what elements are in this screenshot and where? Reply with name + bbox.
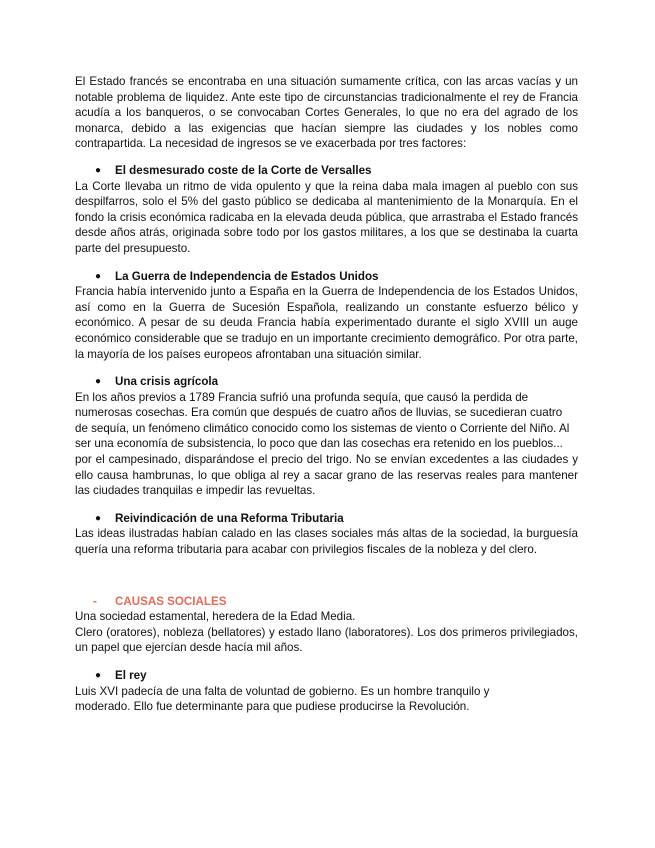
section-body: En los años previos a 1789 Francia sufrió una profunda sequía, que causó la perdida de numerosas cosechas. Era común que después de cuatro años de lluvias, se sucedieran cuatro de sequía, un fenómeno climático conocido como los sistemas de viento o Corriente del Niño. Al ser una economía de subsistencia, lo poco que dan las cosechas era retenido en los pueblos... [75, 390, 570, 451]
dash-bullet-icon: - [93, 594, 97, 608]
section-heading [75, 269, 578, 285]
rey-line-1: Luis XVI padecía de una falta de voluntad de gobierno. Es un hombre tranquilo y [75, 684, 490, 698]
bullet-icon: ● [95, 270, 102, 282]
section-heading [75, 374, 578, 390]
bullet-icon: ● [95, 164, 102, 176]
section-el-rey [75, 668, 578, 715]
heading-text: El rey [115, 669, 147, 682]
spacer [75, 570, 578, 594]
bullet-icon: ● [95, 376, 102, 388]
intro-paragraph: El Estado francés se encontraba en una situación sumamente crítica, con las arcas vacías y un notable problema de liquidez. Ante este tipo de circunstancias tradicionalmente el rey de Francia acudía a los banqueros, o se convocaban Cortes Generales, lo que no era del agrado de los monarca, debido a las exigencias que hacían siempre las ciudades y los nobles como contrapartida. La necesidad de ingresos se ve exacerbada por tres factores: [75, 75, 578, 151]
section-reforma-tributaria [75, 511, 578, 558]
bullet-icon: ● [95, 512, 102, 524]
section-causas-sociales [75, 594, 578, 656]
heading-text: CAUSAS SOCIALES [115, 594, 227, 608]
section-crisis-agricola [75, 374, 578, 499]
section-body-continued: por el campesinado, disparándose el precio del trigo. No se envían excedentes a las ciudades y ello causa hambrunas, lo que obliga al rey a sacar grano de las reservas reales para mantener las ciudades tranquilas e impedir las revueltas. [75, 453, 578, 498]
section-guerra-independencia [75, 269, 578, 363]
heading-text: Una crisis agrícola [115, 375, 219, 389]
section-heading [75, 511, 578, 527]
heading-text: El desmesurado coste de la Corte de Versalles [115, 163, 372, 177]
causas-sociales-heading [75, 594, 578, 610]
section-heading [75, 668, 578, 684]
section-heading [75, 163, 578, 179]
section-versalles [75, 163, 578, 257]
bullet-icon: ● [95, 670, 102, 681]
heading-text: La Guerra de Independencia de Estados Unidos [115, 269, 379, 283]
heading-text: Reivindicación de una Reforma Tributaria [115, 511, 344, 525]
rey-line-2: moderado. Ello fue determinante para que pudiese producirse la Revolución. [75, 700, 470, 714]
section-body: Las ideas ilustradas habían calado en las clases sociales más altas de la sociedad, la burguesía quería una reforma tributaria para acabar con privilegios fiscales de la nobleza y del clero. [75, 527, 578, 557]
causas-line-2: Clero (oratores), nobleza (bellatores) y estado llano (laboratores). Los dos primeros privilegiados, un papel que ejercían desde hacía mil años. [75, 625, 578, 655]
section-body: La Corte llevaba un ritmo de vida opulento y que la reina daba mala imagen al pueblo con sus despilfarros, solo el 5% del gasto público se dedicaba al mantenimiento de la Monarquía. En el fondo la crisis económica radicaba en la elevada deuda pública, que arrastraba el Estado francés desde años atrás, originada sobre todo por los gastos militares, a los que se destinaba la cuarta parte del presupuesto. [75, 179, 578, 255]
section-body: Francia había intervenido junto a España en la Guerra de Independencia de los Estados Unidos, así como en la Guerra de Sucesión Española, realizando un constante esfuerzo bélico y económico. A pesar de su deuda Francia había experimentado durante el siglo XVIII un auge económico considerable que se tradujo en un importante crecimiento demográfico. Por otra parte, la mayoría de los países europeos afrontaban una situación similar. [75, 285, 578, 361]
causas-line-1: Una sociedad estamental, heredera de la Edad Media. [75, 610, 356, 624]
document-content [75, 74, 578, 727]
